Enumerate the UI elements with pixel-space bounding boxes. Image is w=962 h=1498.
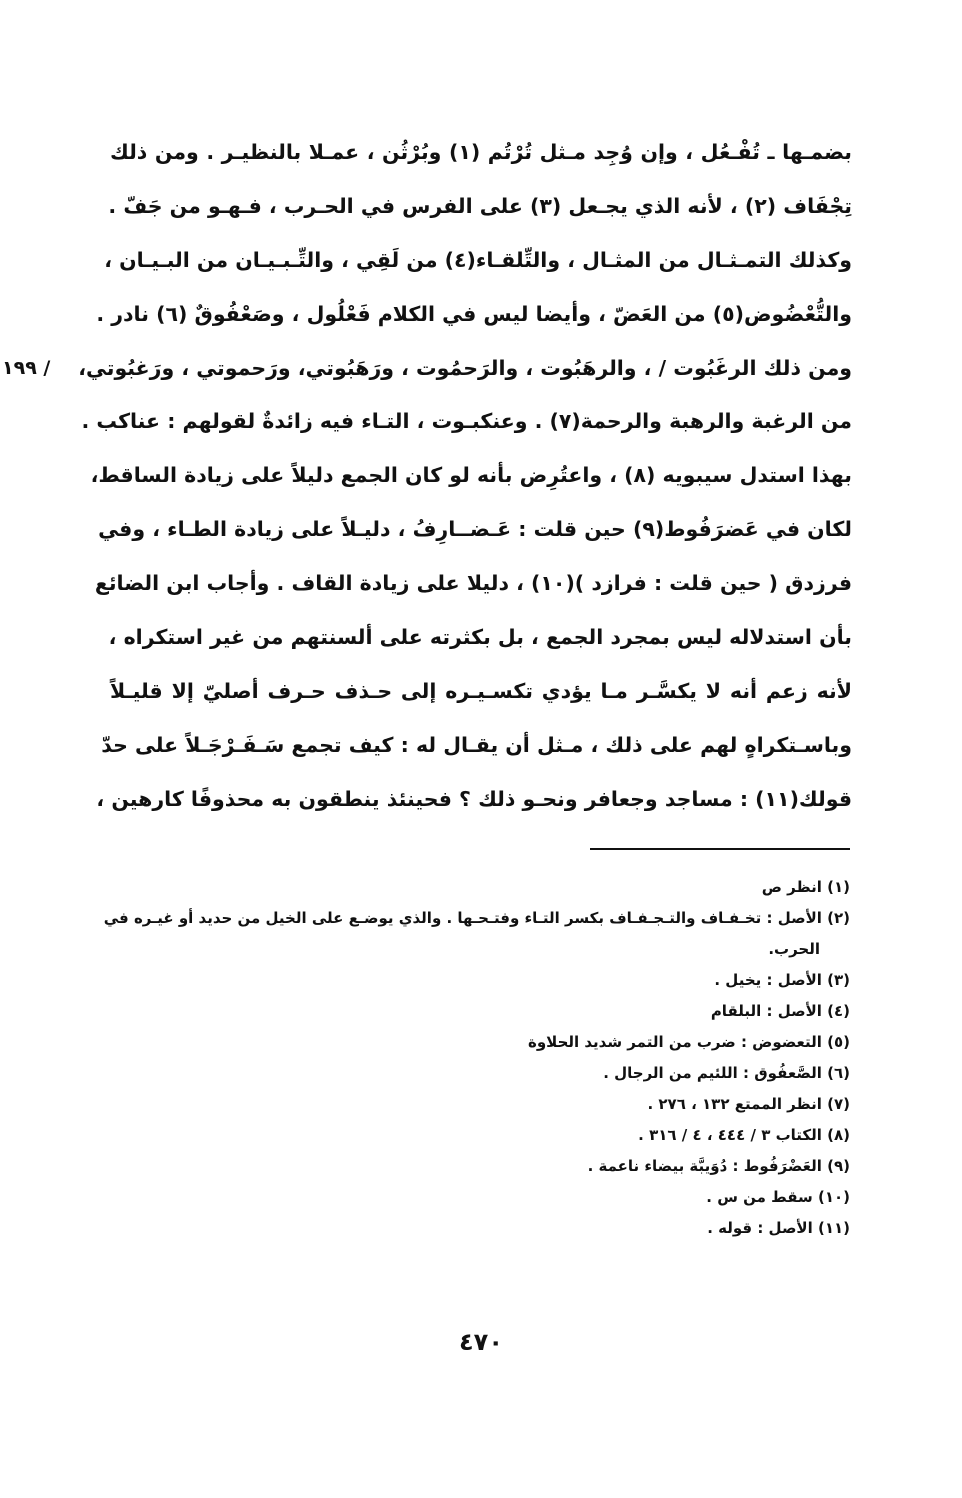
- margin-page-reference: / ١٩٩: [2, 356, 51, 379]
- footnote: (٩) العَضْرَفُوط : دُوَيبَّة بيضاء ناعمة .: [587, 1157, 850, 1175]
- text-line: فرزدق ( حين قلت : فرازد )(١٠) ، دليلا على زيادة القاف . وأجاب ابن الضائع: [94, 571, 852, 596]
- text-line: والتُّعْضُوض(٥) من العَضّ ، وأيضا ليس في الكلام فَعْلُول ، وصَعْفُوقٌ (٦) نادر .: [96, 301, 852, 326]
- text-line: لأنه زعم أنه لا يكسَّـر مـا يؤدي تكسـيـره إلى حـذف حـرف أصليّ إلا قليـلاً: [110, 678, 852, 703]
- text-line: من الرغبة والرهبة والرحمة(٧) . وعنكبـوت ، التـاء فيه زائدةٌ لقولهم : عناكب .: [81, 409, 852, 434]
- text-line: وباسـتكراهٍ لهم على ذلك ، مـثل أن يقـال له : كيف تجمع سَـفَـرْجَـلاً على حدّ: [101, 732, 852, 757]
- footnote: (٧) انظر الممتع ١٣٢ ، ٢٧٦ .: [647, 1095, 850, 1113]
- footnote: (٢) الأصل : تخـفـاف والتـجـفـاف بكسر التـاء وفتـحـها . والذي يوضـع على الخيل من حديد أو غيـره في: [103, 909, 850, 927]
- footnote: (١) انظر ص: [761, 878, 850, 896]
- footnote: (٦) الصَّعفُوق : اللئيم من الرجال .: [603, 1064, 850, 1082]
- text-line: لكان في عَضرَفُوط(٩) حين قلت : عَـضــارِفُ ، دليـلاً على زيادة الطـاء ، وفي: [98, 517, 852, 542]
- text-line: قولك(١١) : مساجد وجعافر ونحـو ذلك ؟ فحينئذ ينطقون به محذوفًا كارهين ،: [96, 786, 852, 811]
- footnote-divider: [590, 848, 850, 850]
- footnotes: [103, 872, 850, 1244]
- text-line: بهذا استدل سيبويه (٨) ، واعتُرِض بأنه لو كان الجمع دليلاً على زيادة الساقط،: [90, 463, 852, 488]
- footnote-continuation: الحرب.: [768, 940, 820, 958]
- text-line-with-margin-note: [2, 342, 852, 396]
- main-text: [2, 126, 852, 827]
- footnote: (٨) الكتاب ٣ / ٤٤٤ ، ٤ / ٣١٦ .: [638, 1126, 850, 1144]
- footnote: (٥) التعضوض : ضرب من التمر شديد الحلاوة: [528, 1033, 850, 1051]
- page-number: ٤٧٠: [459, 1328, 503, 1356]
- text-line: بضمـها ـ تُفْـعُل ، وإن وُجِد مـثل تُرْتُم (١) وبُرْثُن ، عمـلا بالنظيـر . ومن ذلك: [110, 140, 852, 164]
- footnote: (١٠) سقط من س .: [706, 1188, 850, 1206]
- footnote: (٣) الأصل : يخيل .: [714, 971, 850, 989]
- footnote: (٤) الأصل : البلقام: [710, 1002, 850, 1020]
- text-line: وكذلك التمـثـال من المثـال ، والتِّلقـاء(٤) من لَقِي ، والتِّـبـيـان من البـيـان ،: [104, 247, 852, 272]
- footnote: (١١) الأصل : قوله .: [707, 1219, 850, 1237]
- text-line: ومن ذلك الرغَبُوت / ، والرهَبُوت ، والرَحمُوت ، ورَهَبُوتي، ورَحموتي ، ورَغبُوتي،: [78, 355, 852, 380]
- text-line: بأن استدلاله ليس بمجرد الجمع ، بل بكثرته على ألسنتهم من غير استكراه ،: [108, 625, 852, 650]
- text-line: تِجْفَاف (٢) ، لأنه الذي يجـعل (٣) على الفرس في الحـرب ، فـهـو من جَفّ .: [108, 193, 852, 218]
